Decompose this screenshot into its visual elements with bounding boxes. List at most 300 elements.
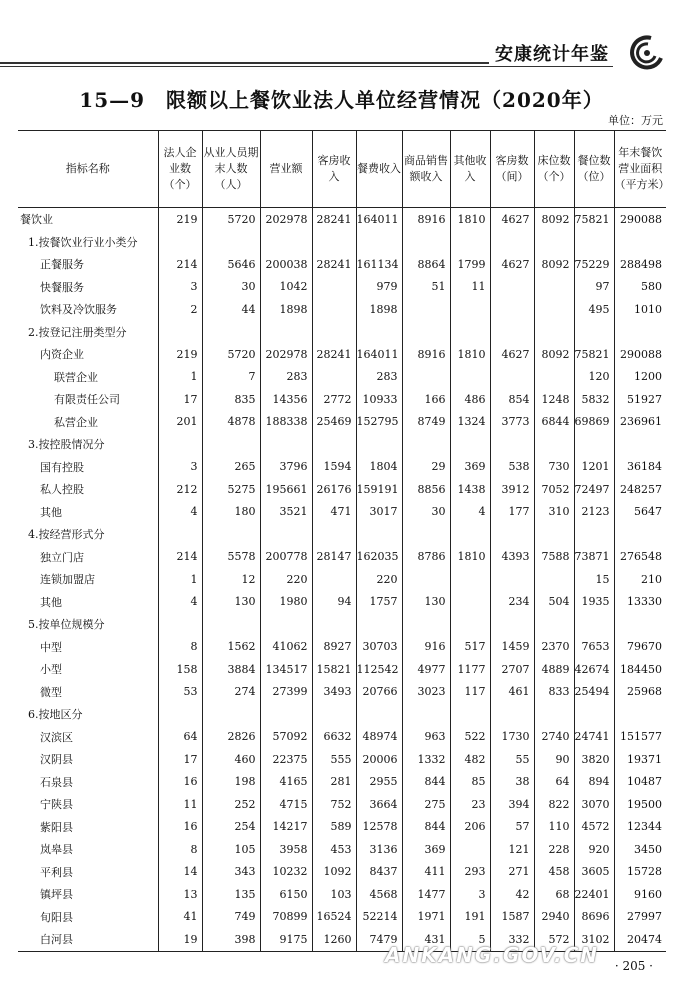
table-cell: 13330 [614, 591, 666, 614]
table-cell [490, 276, 534, 299]
table-cell [490, 523, 534, 546]
table-cell: 25968 [614, 681, 666, 704]
column-header: 客房数（间） [490, 131, 534, 208]
table-cell: 112542 [356, 658, 402, 681]
table-cell: 11 [158, 793, 202, 816]
table-cell [614, 523, 666, 546]
row-label: 有限责任公司 [54, 393, 120, 407]
table-cell [450, 703, 490, 726]
table-cell [158, 321, 202, 344]
table-row [18, 793, 666, 816]
unit-label: 单位：万元 [608, 114, 663, 127]
table-cell [450, 321, 490, 344]
table-cell: 730 [534, 456, 574, 479]
table-cell: 85 [450, 771, 490, 794]
table-cell: 265 [202, 456, 260, 479]
table-cell: 117 [450, 681, 490, 704]
table-row [18, 231, 666, 254]
table-cell: 4627 [490, 208, 534, 231]
column-header: 其他收入 [450, 131, 490, 208]
table-cell: 749 [202, 906, 260, 929]
table-cell: 1477 [402, 883, 450, 906]
table-cell: 4715 [260, 793, 312, 816]
table-cell: 8092 [534, 253, 574, 276]
table-cell: 894 [574, 771, 614, 794]
table-cell: 159191 [356, 478, 402, 501]
table-cell: 369 [402, 838, 450, 861]
table-cell: 394 [490, 793, 534, 816]
table-cell: 522 [450, 726, 490, 749]
table-cell: 3605 [574, 861, 614, 884]
table-cell: 979 [356, 276, 402, 299]
table-cell: 3664 [356, 793, 402, 816]
table-cell: 7653 [574, 636, 614, 659]
table-cell: 5647 [614, 501, 666, 524]
table-cell [534, 568, 574, 591]
table-cell: 8749 [402, 411, 450, 434]
table-cell: 3 [158, 276, 202, 299]
table-cell: 3884 [202, 658, 260, 681]
table-cell: 1804 [356, 456, 402, 479]
table-cell: 411 [402, 861, 450, 884]
table-cell: 28147 [312, 546, 356, 569]
table-cell: 290088 [614, 208, 666, 231]
table-cell: 283 [260, 366, 312, 389]
table-cell: 9175 [260, 928, 312, 951]
table-cell: 135 [202, 883, 260, 906]
table-cell: 10232 [260, 861, 312, 884]
table-cell: 2123 [574, 501, 614, 524]
table-cell: 236961 [614, 411, 666, 434]
table-cell: 220 [260, 568, 312, 591]
table-cell: 19 [158, 928, 202, 951]
table-cell [202, 613, 260, 636]
table-cell: 1010 [614, 298, 666, 321]
table-cell: 3017 [356, 501, 402, 524]
table-row [18, 613, 666, 636]
table-cell: 184450 [614, 658, 666, 681]
table-cell [402, 433, 450, 456]
table-cell [614, 703, 666, 726]
table-cell [356, 523, 402, 546]
table-cell: 27399 [260, 681, 312, 704]
table-row [18, 771, 666, 794]
table-cell: 20006 [356, 748, 402, 771]
table-cell: 5832 [574, 388, 614, 411]
table-cell: 453 [312, 838, 356, 861]
table-cell: 201 [158, 411, 202, 434]
table-cell: 3521 [260, 501, 312, 524]
table-cell: 161134 [356, 253, 402, 276]
table-cell: 6632 [312, 726, 356, 749]
table-cell: 164011 [356, 208, 402, 231]
table-cell: 198 [202, 771, 260, 794]
table-cell: 2772 [312, 388, 356, 411]
table-cell: 10487 [614, 771, 666, 794]
row-label: 中型 [40, 640, 62, 654]
table-cell: 206 [450, 816, 490, 839]
table-cell [356, 433, 402, 456]
row-label: 3.按控股情况分 [28, 438, 105, 452]
table-cell [490, 366, 534, 389]
table-row [18, 906, 666, 929]
table-cell [356, 703, 402, 726]
table-cell: 1324 [450, 411, 490, 434]
table-cell: 3958 [260, 838, 312, 861]
table-cell: 16 [158, 771, 202, 794]
table-cell: 151577 [614, 726, 666, 749]
table-cell: 3102 [574, 928, 614, 951]
table-cell [312, 276, 356, 299]
table-cell: 64 [158, 726, 202, 749]
row-label: 联营企业 [54, 370, 98, 384]
table-cell: 14 [158, 861, 202, 884]
table-cell: 6844 [534, 411, 574, 434]
table-cell: 1730 [490, 726, 534, 749]
table-cell: 580 [614, 276, 666, 299]
table-cell: 2826 [202, 726, 260, 749]
table-cell: 3136 [356, 838, 402, 861]
table-row [18, 478, 666, 501]
table-cell: 180 [202, 501, 260, 524]
table-cell: 288498 [614, 253, 666, 276]
row-label: 连锁加盟店 [40, 573, 95, 587]
table-cell: 3796 [260, 456, 312, 479]
table-cell [490, 231, 534, 254]
table-cell: 4627 [490, 253, 534, 276]
table-cell: 538 [490, 456, 534, 479]
table-cell: 8092 [534, 208, 574, 231]
table-cell [202, 433, 260, 456]
table-cell: 188338 [260, 411, 312, 434]
table-cell: 5578 [202, 546, 260, 569]
table-cell: 210 [614, 568, 666, 591]
table-cell: 75821 [574, 208, 614, 231]
table-cell [490, 433, 534, 456]
table-cell: 121 [490, 838, 534, 861]
yearbook-title: 安康统计年鉴 [489, 40, 615, 66]
table-cell: 486 [450, 388, 490, 411]
table-cell: 517 [450, 636, 490, 659]
table-cell: 52214 [356, 906, 402, 929]
table-cell: 458 [534, 861, 574, 884]
table-cell [490, 298, 534, 321]
table-cell: 166 [402, 388, 450, 411]
table-cell: 29 [402, 456, 450, 479]
table-cell [574, 703, 614, 726]
table-cell [158, 613, 202, 636]
table-cell: 12 [202, 568, 260, 591]
table-cell: 4 [450, 501, 490, 524]
table-cell: 8927 [312, 636, 356, 659]
table-cell: 460 [202, 748, 260, 771]
table-cell [312, 321, 356, 344]
table-cell [312, 231, 356, 254]
table-cell: 105 [202, 838, 260, 861]
table-cell [534, 613, 574, 636]
table-cell: 69869 [574, 411, 614, 434]
table-cell: 504 [534, 591, 574, 614]
table-row [18, 681, 666, 704]
table-row [18, 861, 666, 884]
table-cell: 177 [490, 501, 534, 524]
table-cell: 854 [490, 388, 534, 411]
table-row [18, 433, 666, 456]
table-cell: 1810 [450, 546, 490, 569]
table-cell [312, 523, 356, 546]
table-cell: 202978 [260, 343, 312, 366]
table-cell: 2955 [356, 771, 402, 794]
table-cell: 20474 [614, 928, 666, 951]
column-header: 商品销售额收入 [402, 131, 450, 208]
table-row [18, 321, 666, 344]
table-cell: 3 [450, 883, 490, 906]
table-cell: 219 [158, 208, 202, 231]
table-cell: 1260 [312, 928, 356, 951]
table-cell [202, 231, 260, 254]
table-cell [260, 523, 312, 546]
table-cell [490, 568, 534, 591]
table-cell: 44 [202, 298, 260, 321]
table-cell: 162035 [356, 546, 402, 569]
table-cell: 5275 [202, 478, 260, 501]
table-cell: 158 [158, 658, 202, 681]
table-header-row [18, 131, 666, 208]
table-cell: 30 [402, 501, 450, 524]
row-label: 6.按地区分 [28, 708, 83, 722]
table-cell [158, 433, 202, 456]
table-row [18, 523, 666, 546]
table-cell: 8864 [402, 253, 450, 276]
row-label: 私营企业 [54, 415, 98, 429]
table-cell: 19371 [614, 748, 666, 771]
table-cell: 8916 [402, 343, 450, 366]
table-cell: 8437 [356, 861, 402, 884]
table-cell [534, 276, 574, 299]
row-label: 汉滨区 [40, 730, 73, 744]
table-cell: 228 [534, 838, 574, 861]
table-cell: 57 [490, 816, 534, 839]
table-cell [202, 523, 260, 546]
table-cell: 16 [158, 816, 202, 839]
table-cell: 5 [450, 928, 490, 951]
table-cell [574, 523, 614, 546]
table-cell: 4 [158, 591, 202, 614]
table-row [18, 343, 666, 366]
table-cell: 200038 [260, 253, 312, 276]
table-cell: 134517 [260, 658, 312, 681]
table-cell: 7052 [534, 478, 574, 501]
table-cell: 30703 [356, 636, 402, 659]
yearbook-logo-icon [621, 34, 665, 70]
table-cell: 10933 [356, 388, 402, 411]
table-cell [490, 321, 534, 344]
row-label: 小型 [40, 663, 62, 677]
table-cell: 152795 [356, 411, 402, 434]
table-cell: 214 [158, 546, 202, 569]
table-cell: 214 [158, 253, 202, 276]
table-cell [202, 321, 260, 344]
table-cell: 1799 [450, 253, 490, 276]
row-label: 国有控股 [40, 460, 84, 474]
table-cell [450, 523, 490, 546]
table-cell: 110 [534, 816, 574, 839]
table-cell: 963 [402, 726, 450, 749]
table-cell: 19500 [614, 793, 666, 816]
page-header [0, 40, 683, 70]
table-cell: 12344 [614, 816, 666, 839]
row-label: 其他 [40, 505, 62, 519]
table-row [18, 591, 666, 614]
table-cell: 3023 [402, 681, 450, 704]
table-cell: 1200 [614, 366, 666, 389]
table-cell [312, 433, 356, 456]
table-cell: 8696 [574, 906, 614, 929]
table-cell: 28241 [312, 343, 356, 366]
table-cell: 283 [356, 366, 402, 389]
table-cell [312, 703, 356, 726]
table-cell: 28241 [312, 253, 356, 276]
table-cell [158, 231, 202, 254]
table-cell: 7479 [356, 928, 402, 951]
table-cell [450, 433, 490, 456]
table-cell: 4878 [202, 411, 260, 434]
table-cell: 220 [356, 568, 402, 591]
table-cell: 17 [158, 748, 202, 771]
table-cell: 1935 [574, 591, 614, 614]
table-cell: 22401 [574, 883, 614, 906]
table-cell [534, 231, 574, 254]
table-cell: 254 [202, 816, 260, 839]
table-cell: 2707 [490, 658, 534, 681]
table-cell: 1201 [574, 456, 614, 479]
table-cell: 916 [402, 636, 450, 659]
table-row [18, 883, 666, 906]
table-row [18, 388, 666, 411]
table-cell: 275 [402, 793, 450, 816]
table-cell [534, 703, 574, 726]
table-cell: 8092 [534, 343, 574, 366]
table-cell: 12578 [356, 816, 402, 839]
row-label: 独立门店 [40, 550, 84, 564]
column-header: 营业额 [260, 131, 312, 208]
table-cell: 130 [202, 591, 260, 614]
table-cell: 1 [158, 568, 202, 591]
column-header: 年末餐饮营业面积（平方米） [614, 131, 666, 208]
table-cell: 75821 [574, 343, 614, 366]
table-cell: 5720 [202, 208, 260, 231]
table-cell: 471 [312, 501, 356, 524]
table-cell: 431 [402, 928, 450, 951]
table-row [18, 298, 666, 321]
table-cell: 3070 [574, 793, 614, 816]
table-cell: 343 [202, 861, 260, 884]
table-cell: 42674 [574, 658, 614, 681]
table-cell: 22375 [260, 748, 312, 771]
table-cell: 1332 [402, 748, 450, 771]
table-cell [450, 568, 490, 591]
table-cell: 90 [534, 748, 574, 771]
table-cell [402, 703, 450, 726]
table-cell: 164011 [356, 343, 402, 366]
table-cell [574, 433, 614, 456]
table-cell: 271 [490, 861, 534, 884]
table-cell: 202978 [260, 208, 312, 231]
table-cell: 293 [450, 861, 490, 884]
table-cell: 310 [534, 501, 574, 524]
table-cell: 555 [312, 748, 356, 771]
row-label: 宁陕县 [40, 798, 73, 812]
table-cell: 48974 [356, 726, 402, 749]
table-row [18, 726, 666, 749]
row-label: 旬阳县 [40, 910, 73, 924]
table-cell: 73871 [574, 546, 614, 569]
table-cell: 94 [312, 591, 356, 614]
row-label: 微型 [40, 685, 62, 699]
table-row [18, 411, 666, 434]
table-cell [450, 838, 490, 861]
table-row [18, 366, 666, 389]
table-cell: 276548 [614, 546, 666, 569]
table-cell [574, 231, 614, 254]
table-cell [402, 298, 450, 321]
table-cell [450, 366, 490, 389]
table-cell: 51 [402, 276, 450, 299]
table-cell: 1898 [356, 298, 402, 321]
table-cell: 844 [402, 771, 450, 794]
table-cell: 36184 [614, 456, 666, 479]
table-cell: 1980 [260, 591, 312, 614]
table-cell [260, 321, 312, 344]
table-cell: 70899 [260, 906, 312, 929]
table-cell: 8786 [402, 546, 450, 569]
table-cell: 461 [490, 681, 534, 704]
table-row [18, 568, 666, 591]
table-cell: 274 [202, 681, 260, 704]
table-cell [574, 321, 614, 344]
table-cell [356, 231, 402, 254]
table-cell: 1587 [490, 906, 534, 929]
row-label: 岚皋县 [40, 843, 73, 857]
table-cell: 1562 [202, 636, 260, 659]
table-cell: 4889 [534, 658, 574, 681]
column-header: 床位数（个） [534, 131, 574, 208]
table-cell: 28241 [312, 208, 356, 231]
table-cell: 1177 [450, 658, 490, 681]
table-cell: 103 [312, 883, 356, 906]
table-cell [158, 523, 202, 546]
table-cell: 3820 [574, 748, 614, 771]
table-cell: 25469 [312, 411, 356, 434]
table-cell: 14217 [260, 816, 312, 839]
table-cell [402, 568, 450, 591]
table-cell: 75229 [574, 253, 614, 276]
table-row [18, 501, 666, 524]
table-cell: 15728 [614, 861, 666, 884]
table-cell: 248257 [614, 478, 666, 501]
row-label: 石泉县 [40, 775, 73, 789]
row-label: 饮料及冷饮服务 [40, 303, 117, 317]
table-cell: 38 [490, 771, 534, 794]
table-cell: 495 [574, 298, 614, 321]
table-cell: 3 [158, 456, 202, 479]
table-cell [356, 613, 402, 636]
table-body [18, 208, 666, 952]
table-cell: 369 [450, 456, 490, 479]
table-cell [490, 703, 534, 726]
table-cell: 57092 [260, 726, 312, 749]
table-cell: 2740 [534, 726, 574, 749]
